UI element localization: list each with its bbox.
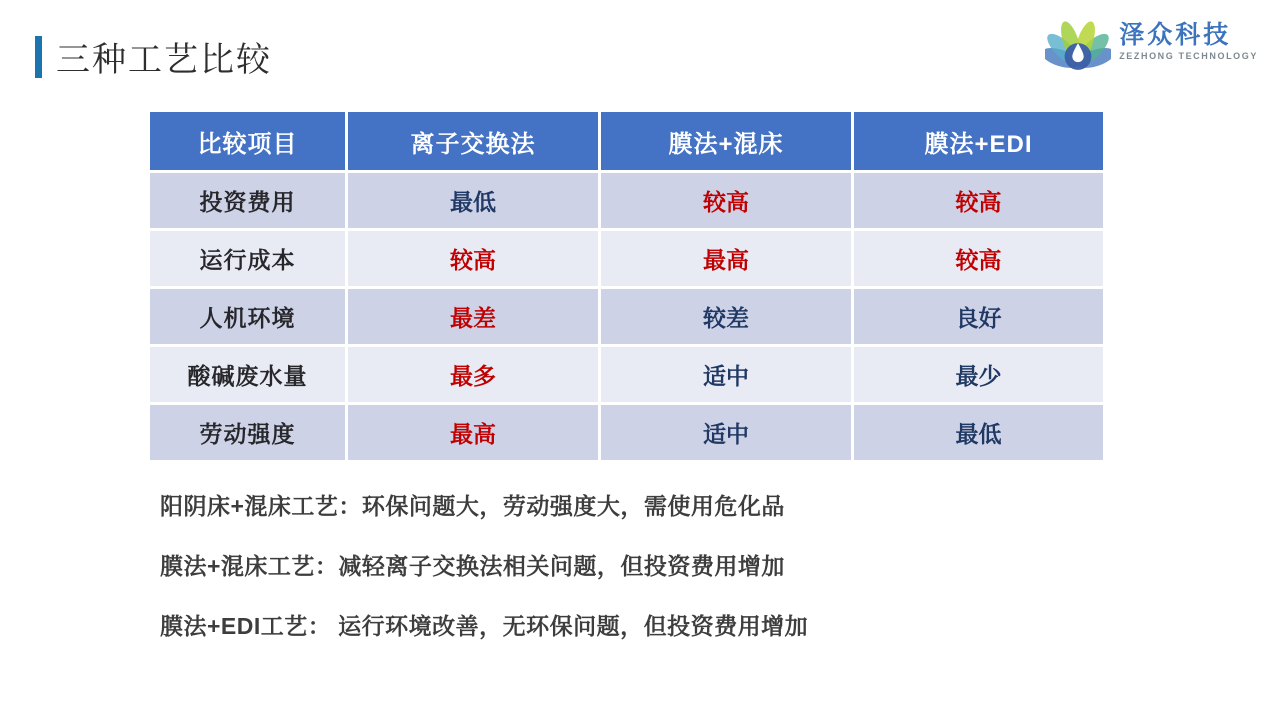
table-cell: 较高 [601, 173, 851, 228]
table-row-label: 人机环境 [150, 289, 345, 344]
table-cell: 适中 [601, 347, 851, 402]
table-header-cell: 比较项目 [150, 112, 345, 170]
comparison-table [150, 112, 1103, 460]
page-title: 三种工艺比较 [56, 41, 272, 79]
table-cell: 最多 [348, 347, 598, 402]
note-line: 阳阴床+混床工艺：环保问题大，劳动强度大，需使用危化品 [160, 493, 785, 519]
table-cell: 最高 [348, 405, 598, 460]
note-line: 膜法+混床工艺：减轻离子交换法相关问题，但投资费用增加 [160, 553, 785, 579]
table-cell: 最少 [854, 347, 1103, 402]
table-row-label: 投资费用 [150, 173, 345, 228]
logo-company-name: 泽众科技 [1119, 21, 1232, 49]
table-cell: 良好 [854, 289, 1103, 344]
process-notes [160, 492, 808, 672]
table-cell: 较高 [854, 231, 1103, 286]
table-header-cell: 膜法+EDI [854, 112, 1103, 170]
table-row-label: 劳动强度 [150, 405, 345, 460]
slide-header [35, 32, 272, 81]
logo-company-subtitle: ZEZHONG TECHNOLOGY [1119, 51, 1258, 61]
table-row-label: 酸碱废水量 [150, 347, 345, 402]
table-row-label: 运行成本 [150, 231, 345, 286]
title-accent-bar [35, 36, 42, 78]
table-cell: 最高 [601, 231, 851, 286]
table-cell: 适中 [601, 405, 851, 460]
logo-text-block [1119, 21, 1258, 61]
table-cell: 最差 [348, 289, 598, 344]
table-cell: 较差 [601, 289, 851, 344]
table-cell: 较高 [348, 231, 598, 286]
table-cell: 最低 [854, 405, 1103, 460]
lotus-droplet-icon [1045, 8, 1111, 74]
table-cell: 较高 [854, 173, 1103, 228]
table-header-cell: 膜法+混床 [601, 112, 851, 170]
table-cell: 最低 [348, 173, 598, 228]
note-line: 膜法+EDI工艺： 运行环境改善，无环保问题，但投资费用增加 [160, 613, 809, 639]
company-logo [1045, 8, 1258, 74]
table-header-cell: 离子交换法 [348, 112, 598, 170]
